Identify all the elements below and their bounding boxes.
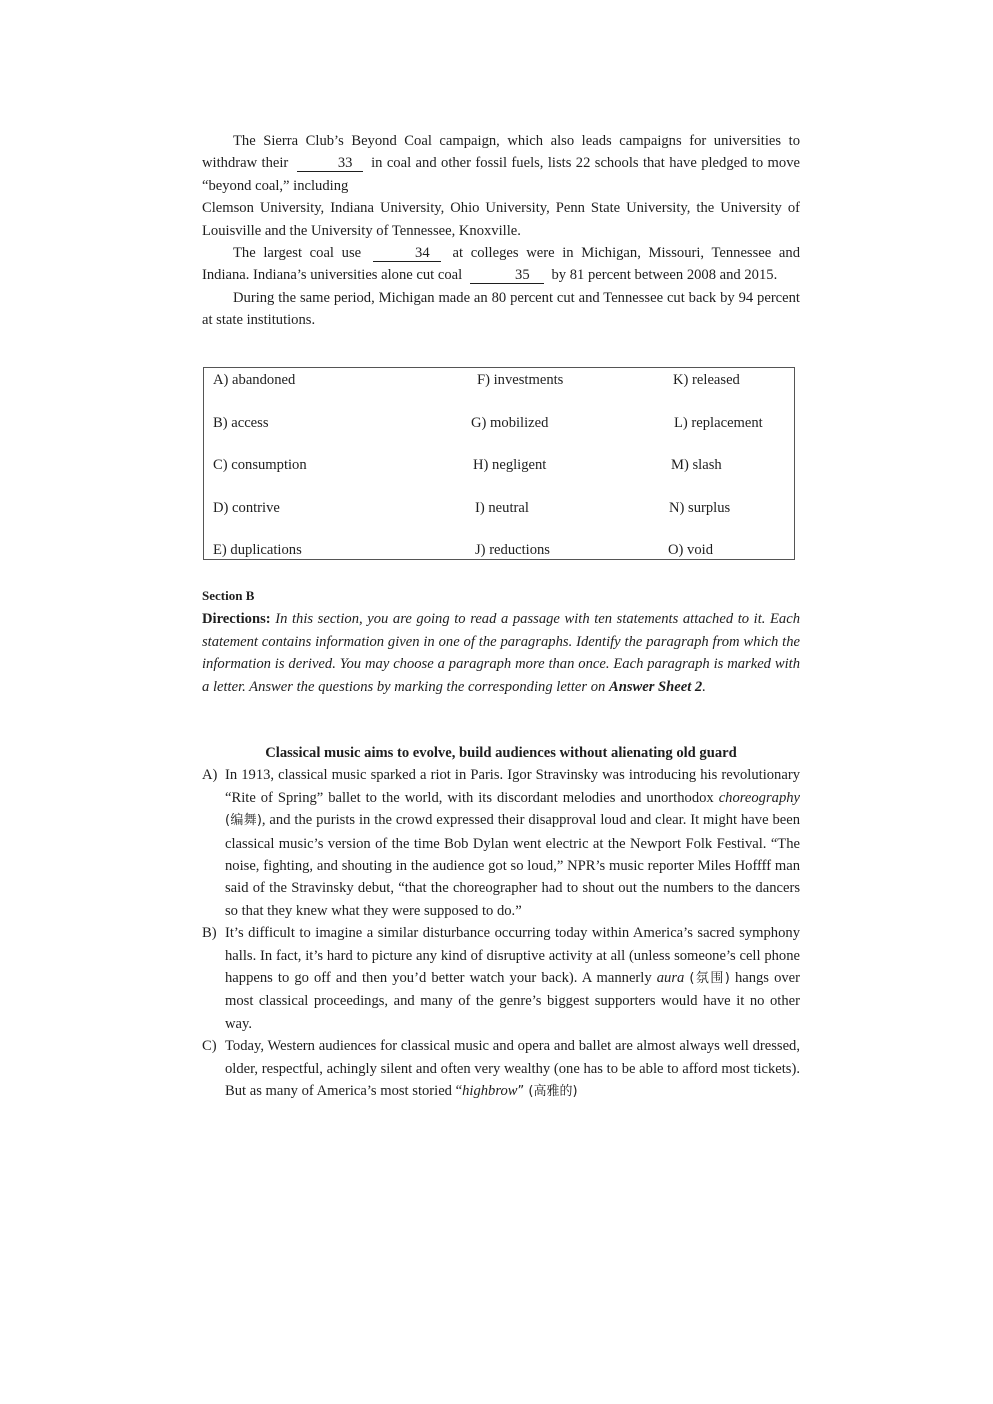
chinese-gloss: (氛围) <box>689 971 730 987</box>
option-k: K) released <box>673 372 740 388</box>
blank-33: 33 <box>297 156 363 172</box>
option-a: A) abandoned <box>213 372 296 388</box>
paragraph-2: Clemson University, Indiana University, Ohio University, Penn State University, the University of Louisville and the University of Tennessee, Knoxville. <box>202 200 800 239</box>
option-m: M) slash <box>671 457 722 473</box>
paragraph-b: B) It’s difficult to imagine a similar disturbance occurring today within America’s sacred symphony halls. In fact, it’s hard to picture any kind of disruptive activity at all (unless someone’s cell phone happens to go off and then you’d better watch your back). A mannerly aura (氛围) hangs over most classical proceedings, and many of the genre’s biggest supporters would have it no other way. <box>202 922 800 1035</box>
paragraph-3: The largest coal use 34 at colleges were in Michigan, Missouri, Tennessee and Indiana. Indiana’s universities alone cut coal 35 by 81 percent between 2008 and 2015. <box>202 245 800 284</box>
paragraph-letter: B) <box>202 925 217 942</box>
section-b <box>202 586 800 698</box>
glossed-term: choreography <box>718 789 801 806</box>
paragraph-a: A) In 1913, classical music sparked a riot in Paris. Igor Stravinsky was introducing his revolutionary “Rite of Spring” ballet to the world, with its discordant melodies and unorthodox choreography (编舞), and the purists in the crowd expressed their disapproval loud and clear. It might have been classical music’s version of the time Bob Dylan went electric at the Newport Folk Festival. “The noise, fighting, and shouting in the audience got so loud,” NPR’s music reporter Miles Hoffff man said of the Stravinsky debut, “that the choreographer had to shout out the numbers to the dancers so that they knew what they were supposed to do.” <box>202 764 800 922</box>
directions-text: In this section, you are going to read a passage with ten statements attached to it. Each statement contains information given in one of the paragraphs. Identify the paragraph from which the information is derived. You may choose a paragraph more than once. Each paragraph is marked with a letter. Answer the questions by marking the corresponding letter on <box>202 611 800 695</box>
glossed-term: highbrow <box>462 1083 518 1100</box>
option-f: F) investments <box>477 372 564 388</box>
option-c: C) consumption <box>213 457 307 473</box>
blank-35: 35 <box>470 268 544 284</box>
paragraph-letter: A) <box>202 767 218 784</box>
option-n: N) surplus <box>669 500 731 516</box>
option-g: G) mobilized <box>471 415 549 431</box>
reading-passage <box>202 742 800 1104</box>
option-e: E) duplications <box>213 542 302 558</box>
option-h: H) negligent <box>473 457 547 473</box>
option-l: L) replacement <box>674 415 763 431</box>
section-title: Section B <box>202 588 255 603</box>
directions-label: Directions: <box>202 611 271 627</box>
paragraph-c: C) Today, Western audiences for classical music and opera and ballet are almost always well dressed, older, respectful, achingly silent and often very wealthy (one has to be able to afford most tickets). But as many of America’s most storied “highbrow” (高雅的) <box>202 1035 800 1103</box>
cloze-passage <box>202 130 800 332</box>
paragraph-1: The Sierra Club’s Beyond Coal campaign, which also leads campaigns for universities to withdraw their 33 in coal and other fossil fuels, lists 22 schools that have pledged to move “beyond coal,” including <box>202 133 800 194</box>
chinese-gloss: (编舞) <box>225 813 262 829</box>
directions: Directions: In this section, you are going to read a passage with ten statements attached to it. Each statement contains information given in one of the paragraphs. Identify the paragraph from which the information is derived. You may choose a paragraph more than once. Each paragraph is marked with a letter. Answer the questions by marking the corresponding letter on Answer Sheet 2. <box>202 611 800 695</box>
option-i: I) neutral <box>475 500 529 516</box>
option-d: D) contrive <box>213 500 280 516</box>
paragraph-letter: C) <box>202 1038 217 1055</box>
glossed-term: aura <box>656 970 685 987</box>
blank-34: 34 <box>373 246 441 262</box>
word-bank-table <box>203 367 795 560</box>
chinese-gloss: ” (高雅的) <box>517 1084 578 1100</box>
answer-sheet-ref: Answer Sheet 2 <box>608 678 703 695</box>
option-o: O) void <box>668 542 713 558</box>
passage-title: Classical music aims to evolve, build audiences without alienating old guard <box>265 745 737 761</box>
option-b: B) access <box>213 415 269 431</box>
paragraph-4: During the same period, Michigan made an 80 percent cut and Tennessee cut back by 94 percent at state institutions. <box>202 289 800 329</box>
option-j: J) reductions <box>475 542 550 558</box>
